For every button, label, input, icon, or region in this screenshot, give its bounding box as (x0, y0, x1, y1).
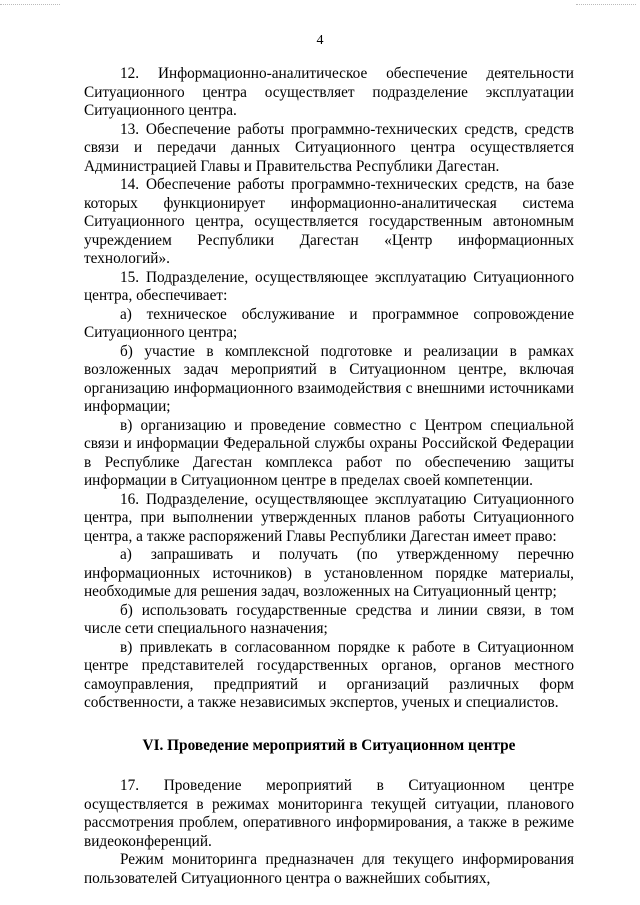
paragraph-16-item-b: б) использовать государственные средства и линии связи, в том числе сети специального назначения; (84, 601, 574, 637)
paragraph-15-item-b: б) участие в комплексной подготовке и реализации в рамках возложенных задач мероприятий в Ситуационном центре, включая организацию информационного взаимодействия с внешними источниками информации; (84, 342, 574, 415)
paragraph-monitoring-mode: Режим мониторинга предназначен для текущего информирования пользователей Ситуационного центра о важнейших событиях, (84, 851, 574, 887)
paragraph-16-item-v: в) привлекать в согласованном порядке к работе в Ситуационном центре представителей государственных органов, органов местного самоуправления, предприятий и организаций различных форм собственности, а также независимых экспертов, ученых и специалистов. (84, 638, 574, 711)
scan-edge-mark-left (0, 4, 60, 5)
paragraph-16-item-a: а) запрашивать и получать (по утвержденному перечню информационных источников) в установленном порядке материалы, необходимые для решения задач, возложенных на Ситуационный центр; (84, 546, 574, 600)
paragraph-12: 12. Информационно-аналитическое обеспечение деятельности Ситуационного центра осуществляет подразделение эксплуатации Ситуационного центра. (84, 65, 574, 119)
scan-edge-mark-right (576, 4, 636, 5)
paragraph-16: 16. Подразделение, осуществляющее эксплуатацию Ситуационного центра, при выполнении утвержденных планов работы Ситуационного центра, а также распоряжений Главы Республики Дагестан имеет право: (84, 490, 574, 545)
document-body (84, 65, 574, 888)
paragraph-15-item-a: а) техническое обслуживание и программное сопровождение Ситуационного центра; (84, 305, 574, 341)
paragraph-17: 17. Проведение мероприятий в Ситуационном центре осуществляется в режимах мониторинга текущей ситуации, планового рассмотрения проблем, оперативного информирования, а также в режиме видеоконференций. (84, 777, 574, 850)
section-heading: VI. Проведение мероприятий в Ситуационном центре (142, 736, 516, 754)
paragraph-15: 15. Подразделение, осуществляющее эксплуатацию Ситуационного центра, обеспечивает: (84, 268, 574, 304)
paragraph-15-item-v: в) организацию и проведение совместно с Центром специальной связи и информации Федеральной службы охраны Российской Федерации в Республике Дагестан комплекса работ по обеспечению защиты информации в Ситуационном центре в пределах своей компетенции. (84, 416, 574, 489)
paragraph-13: 13. Обеспечение работы программно-технических средств, средств связи и передачи данных Ситуационного центра осуществляется Администрацией Главы и Правительства Республики Дагестан. (84, 120, 574, 175)
paragraph-14: 14. Обеспечение работы программно-технических средств, на базе которых функционирует информационно-аналитическая система Ситуационного центра, осуществляется государственным автономным учреждением Республики Дагестан «Центр информационных технологий». (84, 176, 574, 267)
page-number: 4 (316, 33, 324, 48)
